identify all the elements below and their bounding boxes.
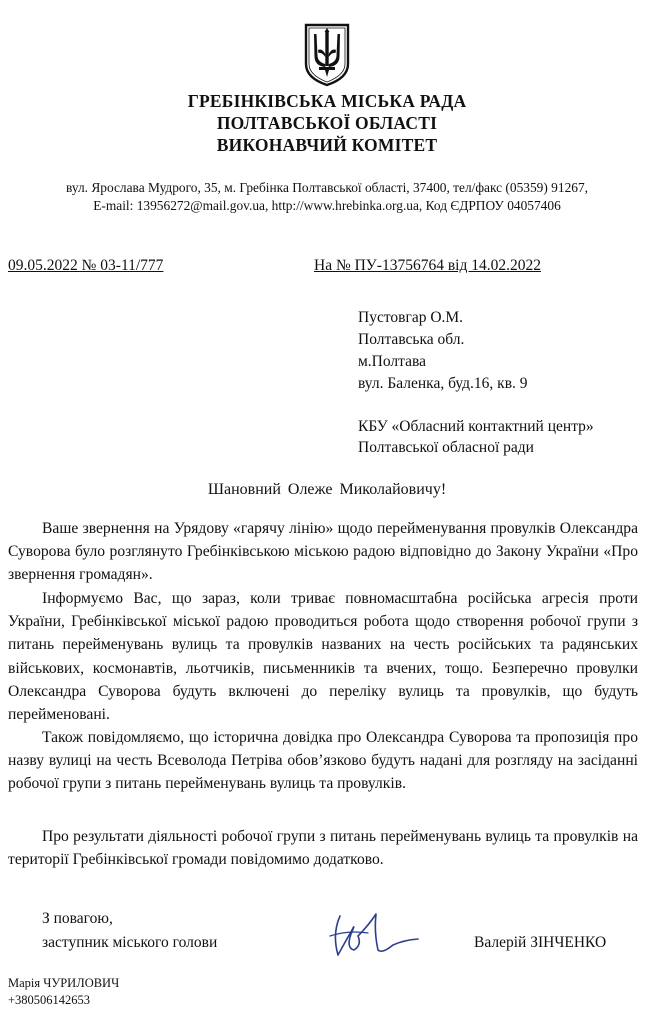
recipient-org: КБУ «Обласний контактний центр»	[358, 418, 594, 435]
body-paragraph-1: Ваше звернення на Урядову «гарячу лінію» щодо перейменування провулків Олександра Суворова було розглянуто Гребінківською міською радою відповідно до Закону України «Про звернення громадян».	[8, 520, 638, 584]
contacts-line: E-mail: 13956272@mail.gov.ua, http://www.hrebinka.org.ua, Код ЄДРПОУ 04057406	[93, 198, 561, 213]
recipient-city: м.Полтава	[358, 353, 426, 370]
executor-name: Марія ЧУРИЛОВИЧ	[8, 976, 120, 990]
recipient-org-council: Полтавської обласної ради	[358, 439, 534, 456]
outgoing-reference: 09.05.2022 № 03-11/777	[8, 257, 164, 274]
handwritten-signature	[318, 900, 428, 970]
signatory-name: Валерій ЗІНЧЕНКО	[474, 934, 607, 951]
body-paragraph-3: Також повідомляємо, що історична довідка про Олександра Суворова та пропозиція про назву вулиці на честь Всеволода Петріва обов’язково будуть надані для розгляду на засіданні робочої групи з питань перейменувань вулиць та провулків.	[8, 729, 638, 793]
header-committee: ВИКОНАВЧИЙ КОМІТЕТ	[216, 135, 438, 155]
recipient-street: вул. Баленка, буд.16, кв. 9	[358, 375, 528, 392]
executor-phone: +380506142653	[8, 993, 91, 1007]
greeting: Шановний Олеже Миколайовичу!	[207, 481, 447, 498]
address-line: вул. Ярослава Мудрого, 35, м. Гребінка Полтавської області, 37400, тел/факс (05359) 91267,	[65, 180, 588, 195]
header-council-name: ГРЕБІНКІВСЬКА МІСЬКА РАДА	[187, 91, 467, 111]
body-paragraph-4: Про результати діяльності робочої групи з питань перейменувань вулиць та провулків на території Гребінківської громади повідомимо додатково.	[8, 828, 638, 869]
header-region: ПОЛТАВСЬКОЇ ОБЛАСТІ	[216, 113, 438, 133]
recipient-name: Пустовгар О.М.	[358, 309, 464, 326]
recipient-region: Полтавська обл.	[358, 331, 465, 348]
body-paragraph-2: Інформуємо Вас, що зараз, коли триває повномасштабна російська агресія проти України, Гребінківської міської радою проводиться робота щодо створення робочої групи з питань перейменувань вулиць та провулків названих на честь російських та радянських військових, космонавтів, льотчиків, письменників та вчених, тощо. Безперечно провулки Олександра Суворова будуть включені до переліку вулиць та провулків, що будуть перейменовані.	[8, 590, 638, 724]
coat-of-arms-icon	[303, 22, 351, 88]
signatory-position: заступник міського голови	[42, 934, 218, 951]
closing-phrase: З повагою,	[42, 910, 113, 927]
incoming-reference: На № ПУ-13756764 від 14.02.2022	[314, 257, 541, 274]
